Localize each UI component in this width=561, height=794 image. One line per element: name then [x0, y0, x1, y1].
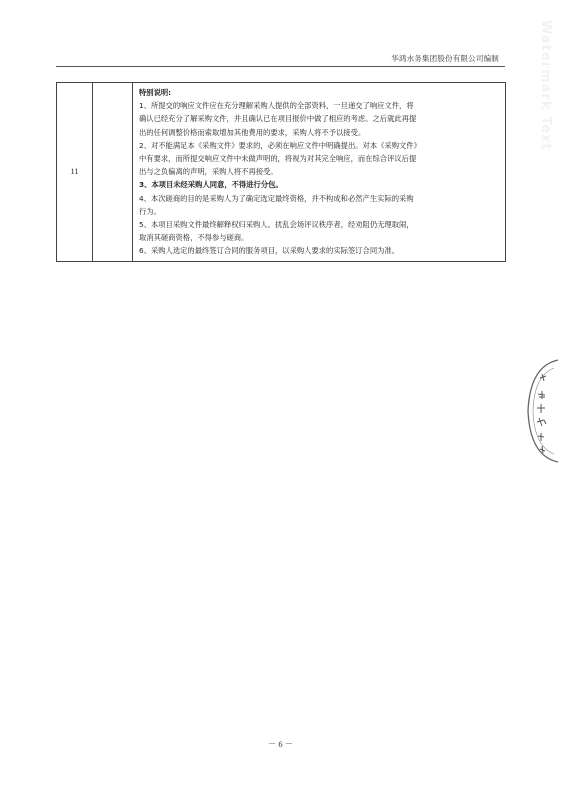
note-line: 中有要求，而所提交响应文件中未做声明的，将视为对其完全响应，而在综合评议后提 — [139, 154, 417, 164]
note-line: 2、对不能满足本《采购文件》要求的，必须在响应文件中明确提出。对本《采购文件》 — [139, 140, 421, 150]
notes-lines — [139, 99, 499, 257]
note-line: 出的任何调整价格而索取增加其他费用的要求，采购人将不予以接受。 — [139, 127, 366, 137]
note-line: 6、采购人选定的最终签订合同的服务项目，以采购人要求的实际签订合同为准。 — [139, 246, 400, 256]
page-number: － 6 － — [267, 739, 294, 749]
table-row — [57, 83, 506, 262]
header-rule — [56, 66, 505, 67]
watermark-text: Watermark Text — [538, 20, 553, 151]
notes-cell — [133, 83, 506, 262]
note-line: 行为。 — [139, 206, 161, 216]
note-line: 5、本项目采购文件最终解释权归采购人。扰乱会场评议秩序者，经劝阻仍无理取闹， — [139, 220, 414, 230]
note-line: 取消其磋商资格，不得参与磋商。 — [139, 233, 249, 243]
document-header: 华鸿水务集团股份有限公司编制 — [391, 54, 499, 63]
note-line: 3、本项目未经采购人同意，不得进行分包。 — [139, 180, 283, 190]
seal-stamp-icon — [520, 356, 560, 466]
note-line: 4、本次磋商的目的是采购人为了确定选定最终资格，并不构成和必然产生实际的采购 — [139, 193, 414, 203]
row-number: 11 — [57, 83, 93, 262]
note-line: 1、所提交的响应文件应在充分理解采购人提供的全部资料，一旦递交了响应文件，将 — [139, 101, 414, 111]
note-line: 出与之负偏离的声明，采购人将不再接受。 — [139, 167, 278, 177]
note-line: 确认已经充分了解采购文件，并且确认已在项目报价中做了相应的考虑。之后就此再提 — [139, 114, 417, 124]
spec-table — [56, 82, 506, 262]
empty-cell — [93, 83, 133, 262]
notes-title: 特别说明: — [139, 88, 172, 97]
